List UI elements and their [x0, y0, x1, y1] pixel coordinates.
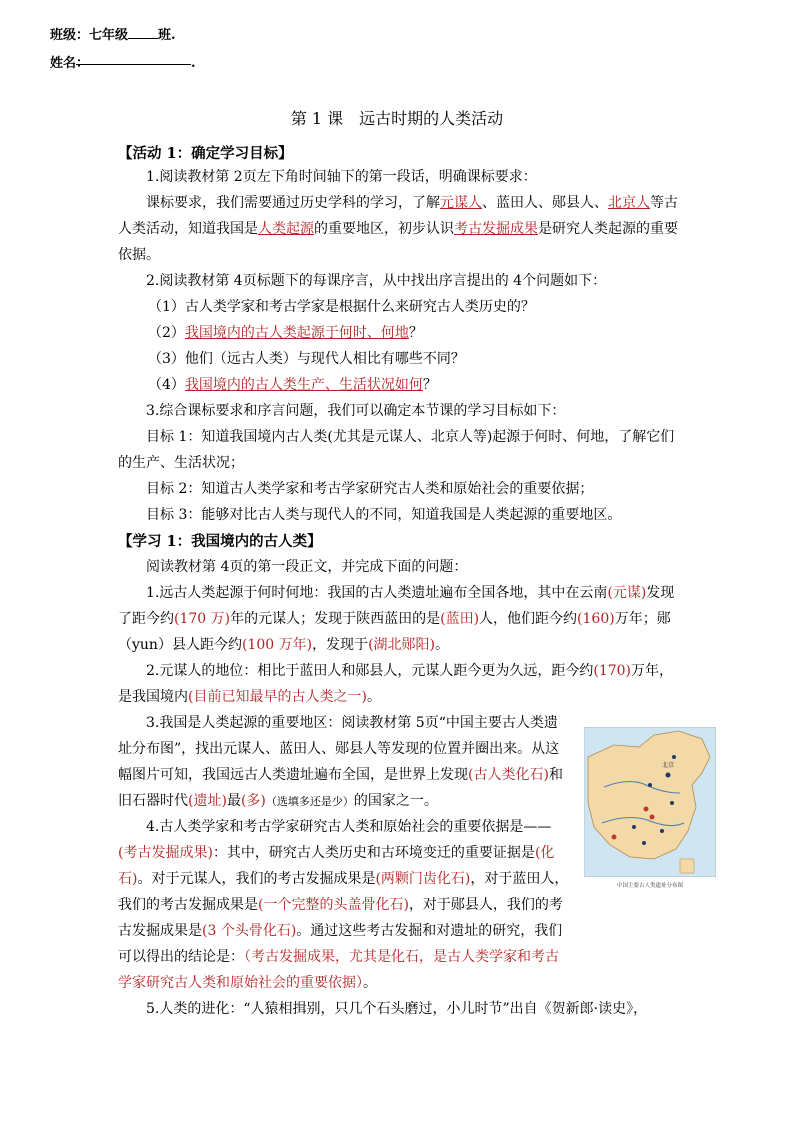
- page-title: 第 1 课 远古时期的人类活动: [290, 109, 504, 128]
- goal-2: 目标 2：知道古人类学家和考古学家研究古人类和原始社会的重要依据；: [146, 481, 594, 497]
- study1-s1: 1.远古人类起源于何时何地：我国的古人类遗址遍布全国各地，其中在云南(元谋)发现了距今约(170 万)年的元谋人；发现于陕西蓝田的是(蓝田)人，他们距今约(160)万年；郧（yun）县人距今约(100 万年)，发现于(湖北郧阳)。: [118, 585, 675, 653]
- activity1-p4: 3.综合课标要求和序言问题，我们可以确定本节课的学习目标如下：: [146, 403, 566, 419]
- study1-heading: 【学习 1：我国境内的古人类】: [118, 533, 322, 550]
- activity1-p2: 课标要求，我们需要通过历史学科的学习，了解元谋人、蓝田人、郧县人、北京人等古人类活动，知道我国是人类起源的重要地区，初步认识考古发掘成果是研究人类起源的重要依据。: [118, 195, 678, 263]
- name-line: [50, 52, 196, 71]
- hl-beijing: 北京人: [608, 195, 650, 211]
- question-4: （4）我国境内的古人类生产、生活状况如何？: [148, 377, 437, 393]
- activity1-p3: 2.阅读教材第 4页标题下的每课序言，从中找出序言提出的 4个问题如下：: [146, 273, 607, 289]
- class-line: [50, 24, 176, 43]
- question-1: （1）古人类学家和考古学家是根据什么来研究古人类历史的？: [148, 299, 535, 315]
- study1-s3: 3.我国是人类起源的重要地区：阅读教材第 5页“中国主要古人类遗址分布图”，找出元谋人、蓝田人、郧县人等发现的位置并圈出来。从这幅图片可知，我国远古人类遗址遍布全国，是世界上发现(古人类化石)和旧石器时代(遗址)最(多)（选填多还是少）的国家之一。: [118, 715, 563, 809]
- study1-intro: 阅读教材第 4页的第一段正文，并完成下面的问题：: [146, 559, 468, 575]
- yuanmou-site-marker: [612, 835, 617, 840]
- activity1-p1: 1.阅读教材第 2页左下角时间轴下的第一段话，明确课标要求：: [146, 169, 537, 185]
- grade-text: 七年级: [89, 28, 129, 43]
- map-beijing-label: 北京: [662, 762, 675, 769]
- name-end: .: [191, 56, 196, 71]
- ancient-human-sites-map: [584, 727, 716, 897]
- hl-archaeology: 考古发掘成果: [454, 221, 538, 237]
- study1-s2: 2.元谋人的地位：相比于蓝田人和郧县人，元谋人距今更为久远，距今约(170)万年，是我国境内(目前已知最早的古人类之一)。: [118, 663, 674, 705]
- name-label: 姓名: [50, 56, 77, 71]
- question-2: （2）我国境内的古人类起源于何时、何地？: [148, 325, 423, 341]
- study1-s5: 5.人类的进化：“人猿相揖别，只几个石头磨过，小儿时节”出自《贺新郎·读史》，: [146, 1001, 648, 1017]
- goal-1: 目标 1：知道我国境内古人类(尤其是元谋人、北京人等)起源于何时、何地，了解它们的生产、生活状况；: [118, 429, 675, 471]
- class-label: 班级：: [50, 28, 90, 43]
- hl-yuanmou: 元谋人: [440, 195, 482, 211]
- map-caption: 中国主要古人类遗址分布图: [616, 883, 684, 889]
- beijing-site-marker: [666, 773, 671, 778]
- china-map-image: [584, 727, 716, 897]
- question-3: （3）他们（远古人类）与现代人相比有哪些不同？: [148, 351, 465, 367]
- class-blank[interactable]: [128, 26, 158, 39]
- goal-3: 目标 3：能够对比古人类与现代人的不同，知道我国是人类起源的重要地区。: [146, 507, 622, 523]
- study1-s4: 4.古人类学家和考古学家研究古人类和原始社会的重要依据是——(考古发掘成果)：其中，研究古人类历史和古环境变迁的重要证据是(化石)。对于元谋人，我们的考古发掘成果是(两颗门齿化石)，对于蓝田人，我们的考古发掘成果是(一个完整的头盖骨化石)，对于郧县人，我们的考古发掘成果是(3 个头骨化石)。通过这些考古发掘和对遗址的研究，我们可以得出的结论是：（考古发掘成果，尤其是化石，是古人类学家和考古学家研究古人类和原始社会的重要依据）。: [118, 819, 569, 991]
- name-blank[interactable]: ：: [76, 52, 191, 65]
- yunxian-site-marker: [650, 815, 655, 820]
- class-suffix: 班.: [158, 28, 176, 43]
- hl-origin: 人类起源: [258, 221, 314, 237]
- activity1-heading: 【活动 1：确定学习目标】: [118, 145, 293, 162]
- lantian-site-marker: [644, 807, 649, 812]
